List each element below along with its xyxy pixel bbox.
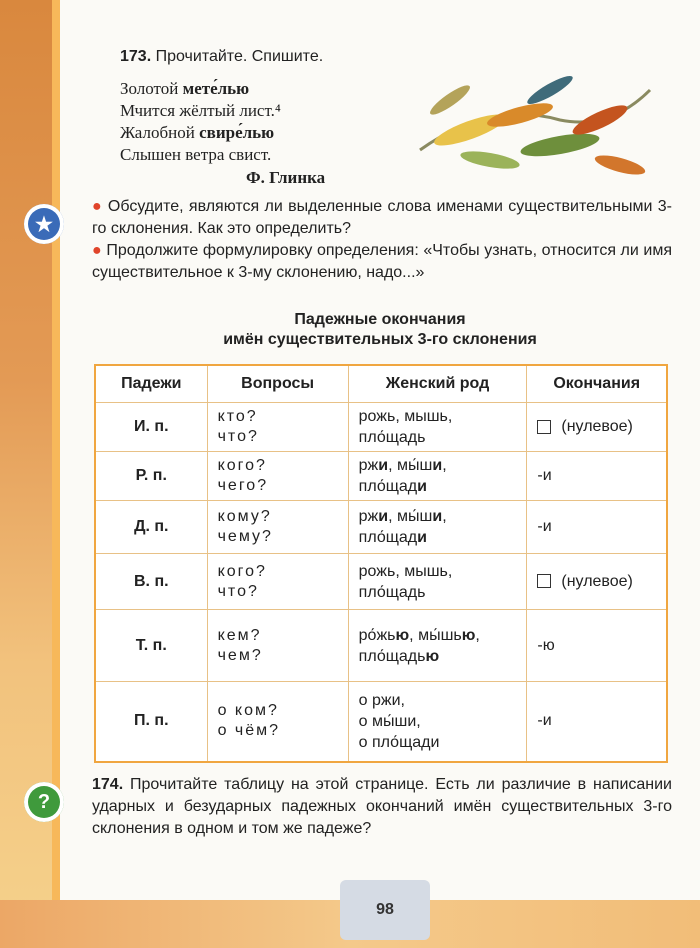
exercise-174 [92, 774, 672, 840]
case-cell: И. п. [95, 403, 207, 452]
case-cell: В. п. [95, 554, 207, 610]
table-row [95, 610, 667, 682]
zero-ending-box [537, 420, 551, 434]
case-cell: Р. п. [95, 452, 207, 501]
question-cell: кому? чему? [207, 501, 348, 554]
exercise-instruction: Прочитайте. Спишите. [155, 48, 324, 65]
ending-cell: -и [527, 501, 667, 554]
exercise-number: 173. [120, 48, 152, 65]
example-cell: рожь, мышь, пло́щадь [348, 554, 527, 610]
poem-line: Слышен ветра свист. [120, 145, 272, 164]
table-row [95, 682, 667, 762]
ending-cell: (нулевое) [527, 403, 667, 452]
example-cell: ро́жью, мы́шью, пло́щадью [348, 610, 527, 682]
poem-author: Ф. Глинка [246, 168, 326, 187]
exercise-number: 174. [92, 776, 124, 793]
example-cell: ржи, мы́ши, пло́щади [348, 452, 527, 501]
ending-cell: -и [527, 452, 667, 501]
table-row [95, 554, 667, 610]
question-cell: кто? что? [207, 403, 348, 452]
case-cell: Д. п. [95, 501, 207, 554]
task-bullet: ● Обсудите, являются ли выделенные слова именами существительными 3-го склонения. Как это определить? [92, 198, 672, 237]
question-cell: кого? что? [207, 554, 348, 610]
table-row [95, 452, 667, 501]
example-cell: о ржи, о мы́ши, о пло́щади [348, 682, 527, 762]
table-row [95, 403, 667, 452]
stars-icon: ★ [24, 204, 64, 244]
question-cell: кого? чего? [207, 452, 348, 501]
endings-table [94, 364, 668, 763]
exercise-text: Прочитайте таблицу на этой странице. Есть ли различие в написании ударных и безударных падежных окончаний имён существительных 3-го склонения в одном и том же падеже? [92, 776, 672, 837]
zero-ending-box [537, 574, 551, 588]
table-header-row [95, 365, 667, 403]
column-header: Вопросы [207, 365, 348, 403]
ending-cell: -ю [527, 610, 667, 682]
example-cell: рожь, мышь, пло́щадь [348, 403, 527, 452]
task-bullet: ● Продолжите формулировку определения: «Чтобы узнать, относится ли имя существительное к 3-му склонению, надо...» [92, 242, 673, 281]
exercise-173-header [120, 48, 323, 66]
table-row [95, 501, 667, 554]
poem-line: Мчится жёлтый лист.⁴ [120, 101, 281, 120]
page-number: 98 [340, 880, 430, 940]
ending-cell: (нулевое) [527, 554, 667, 610]
table-title: Падежные окончания [294, 311, 466, 328]
poem-line: Жалобной свире́лью [120, 123, 275, 142]
case-cell: П. п. [95, 682, 207, 762]
column-header: Падежи [95, 365, 207, 403]
poem [120, 78, 281, 166]
example-cell: ржи, мы́ши, пло́щади [348, 501, 527, 554]
question-cell: кем? чем? [207, 610, 348, 682]
poem-line: Золотой мете́лью [120, 79, 250, 98]
question-cell: о ком? о чём? [207, 682, 348, 762]
column-header: Женский род [348, 365, 527, 403]
question-icon: ? [24, 782, 64, 822]
column-header: Окончания [527, 365, 667, 403]
table-subtitle: имён существительных 3-го склонения [223, 331, 537, 348]
discussion-tasks [92, 196, 672, 284]
case-cell: Т. п. [95, 610, 207, 682]
autumn-leaves-illustration [410, 60, 660, 190]
ending-cell: -и [527, 682, 667, 762]
